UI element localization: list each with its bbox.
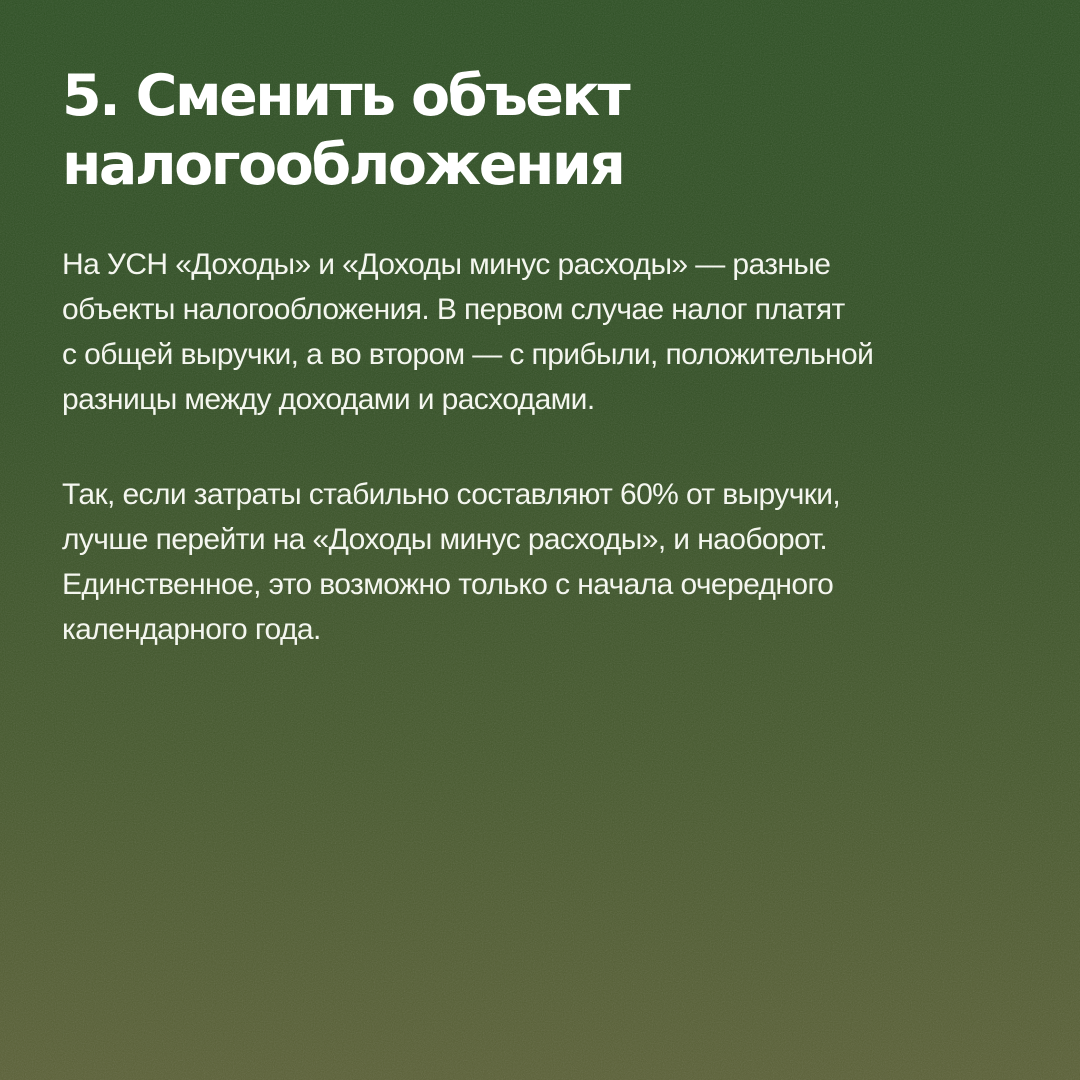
paragraph-tax-objects (62, 242, 1042, 422)
paragraph-line: На УСН «Доходы» и «Доходы минус расходы» — разные (62, 248, 831, 281)
page-title (62, 62, 1022, 200)
paragraph-line: календарного года. (62, 613, 321, 646)
paragraph-recommendation (62, 472, 1042, 652)
paragraph-line: лучше перейти на «Доходы минус расходы», и наоборот. (62, 523, 828, 556)
paragraph-line: с общей выручки, а во втором — с прибыли, положительной (62, 338, 874, 371)
paragraph-line: объекты налогообложения. В первом случае налог платят (62, 293, 845, 326)
paragraph-line: разницы между доходами и расходами. (62, 383, 595, 416)
paragraph-line: Единственное, это возможно только с начала очередного (62, 568, 834, 601)
title-line-1: 5. Сменить объект (62, 63, 629, 129)
paragraph-line: Так, если затраты стабильно составляют 60% от выручки, (62, 478, 841, 511)
title-line-2: налогообложения (62, 132, 624, 198)
